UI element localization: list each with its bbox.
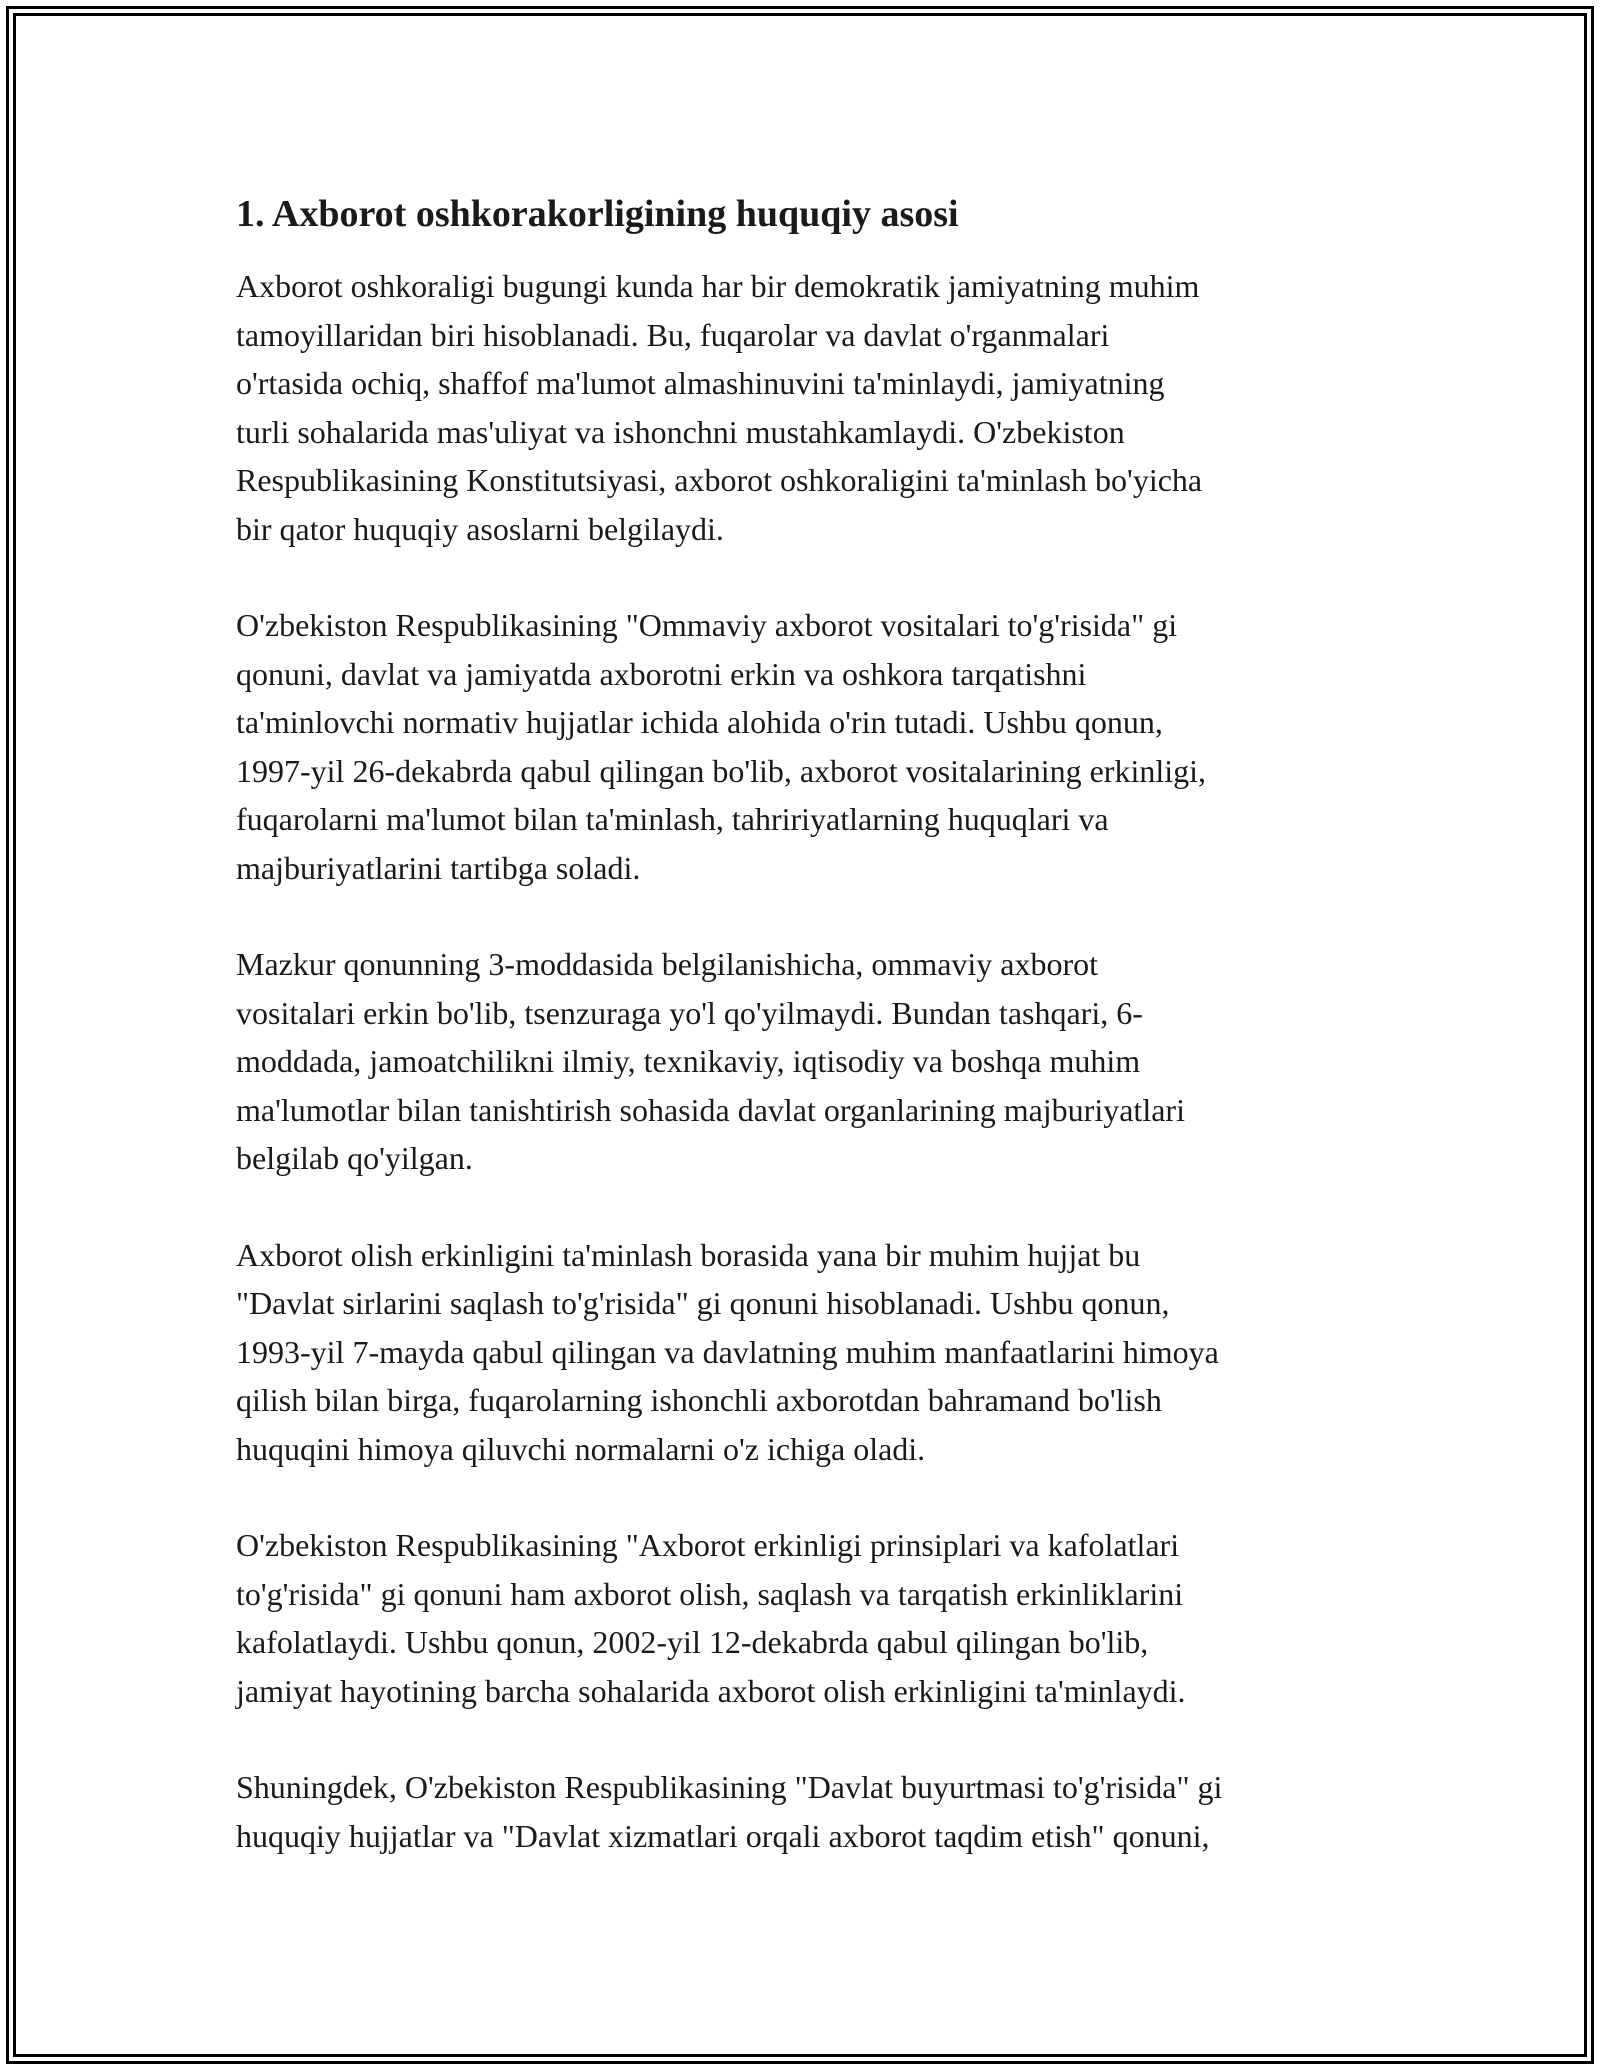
paragraph-line: Mazkur qonunning 3-moddasida belgilanishicha, ommaviy axborot: [236, 946, 1099, 982]
paragraph-line: Axborot olish erkinligini ta'minlash borasida yana bir muhim hujjat bu: [236, 1236, 1141, 1273]
paragraph-line: jamiyat hayotining barcha sohalarida axborot olish erkinligini ta'minlaydi.: [236, 1672, 1186, 1709]
paragraph-5: [236, 1521, 1366, 1715]
paragraph-line: vositalari erkin bo'lib, tsenzuraga yo'l qo'yilmaydi. Bundan tashqari, 6-: [236, 994, 1143, 1031]
paragraph-line: 1993-yil 7-mayda qabul qilingan va davlatning muhim manfaatlarini himoya: [236, 1333, 1219, 1370]
document-title: 1. Axborot oshkorakorligining huquqiy asosi: [236, 193, 959, 235]
paragraph-line: bir qator huquqiy asoslarni belgilaydi.: [236, 510, 724, 547]
paragraph-line: kafolatlaydi. Ushbu qonun, 2002-yil 12-dekabrda qabul qilingan bo'lib,: [236, 1624, 1149, 1660]
paragraph-1: [236, 262, 1366, 553]
paragraph-line: o'rtasida ochiq, shaffof ma'lumot almashinuvini ta'minlaydi, jamiyatning: [236, 365, 1165, 401]
paragraph-line: turli sohalarida mas'uliyat va ishonchni mustahkamlaydi. O'zbekiston: [236, 413, 1125, 450]
paragraph-4: [236, 1231, 1366, 1474]
paragraph-line: to'g'risida" gi qonuni ham axborot olish, saqlash va tarqatish erkinliklarini: [236, 1575, 1184, 1612]
paragraph-6: [236, 1763, 1366, 1860]
paragraph-3: [236, 940, 1366, 1183]
paragraph-2: [236, 601, 1366, 892]
paragraph-line: ma'lumotlar bilan tanishtirish sohasida davlat organlarining majburiyatlari: [236, 1091, 1185, 1128]
paragraph-line: Shuningdek, O'zbekiston Respublikasining "Davlat buyurtmasi to'g'risida" gi: [236, 1769, 1223, 1805]
paragraph-line: huquqiy hujjatlar va "Davlat xizmatlari orqali axborot taqdim etish" qonuni,: [236, 1817, 1210, 1854]
paragraph-line: O'zbekiston Respublikasining "Ommaviy axborot vositalari to'g'risida" gi: [236, 607, 1178, 643]
paragraph-line: Axborot oshkoraligi bugungi kunda har bir demokratik jamiyatning muhim: [236, 268, 1200, 304]
paragraph-line: belgilab qo'yilgan.: [236, 1140, 473, 1176]
paragraph-line: qonuni, davlat va jamiyatda axborotni erkin va oshkora tarqatishni: [236, 655, 1087, 692]
paragraph-line: majburiyatlarini tartibga soladi.: [236, 849, 641, 886]
paragraph-line: qilish bilan birga, fuqarolarning ishonchli axborotdan bahramand bo'lish: [236, 1382, 1162, 1418]
paragraph-line: huquqini himoya qiluvchi normalarni o'z ichiga oladi.: [236, 1430, 926, 1467]
paragraph-line: ta'minlovchi normativ hujjatlar ichida alohida o'rin tutadi. Ushbu qonun,: [236, 704, 1163, 740]
paragraph-line: "Davlat sirlarini saqlash to'g'risida" gi qonuni hisoblanadi. Ushbu qonun,: [236, 1285, 1170, 1321]
paragraph-line: moddada, jamoatchilikni ilmiy, texnikaviy, iqtisodiy va boshqa muhim: [236, 1043, 1141, 1079]
document-body: [236, 188, 1366, 1908]
paragraph-line: O'zbekiston Respublikasining "Axborot erkinligi prinsiplari va kafolatlari: [236, 1527, 1180, 1563]
paragraph-line: 1997-yil 26-dekabrda qabul qilingan bo'lib, axborot vositalarining erkinligi,: [236, 752, 1207, 789]
paragraph-line: Respublikasining Konstitutsiyasi, axborot oshkoraligini ta'minlash bo'yicha: [236, 462, 1203, 498]
paragraph-line: tamoyillaridan biri hisoblanadi. Bu, fuqarolar va davlat o'rganmalari: [236, 316, 1110, 353]
paragraph-line: fuqarolarni ma'lumot bilan ta'minlash, tahririyatlarning huquqlari va: [236, 801, 1109, 837]
